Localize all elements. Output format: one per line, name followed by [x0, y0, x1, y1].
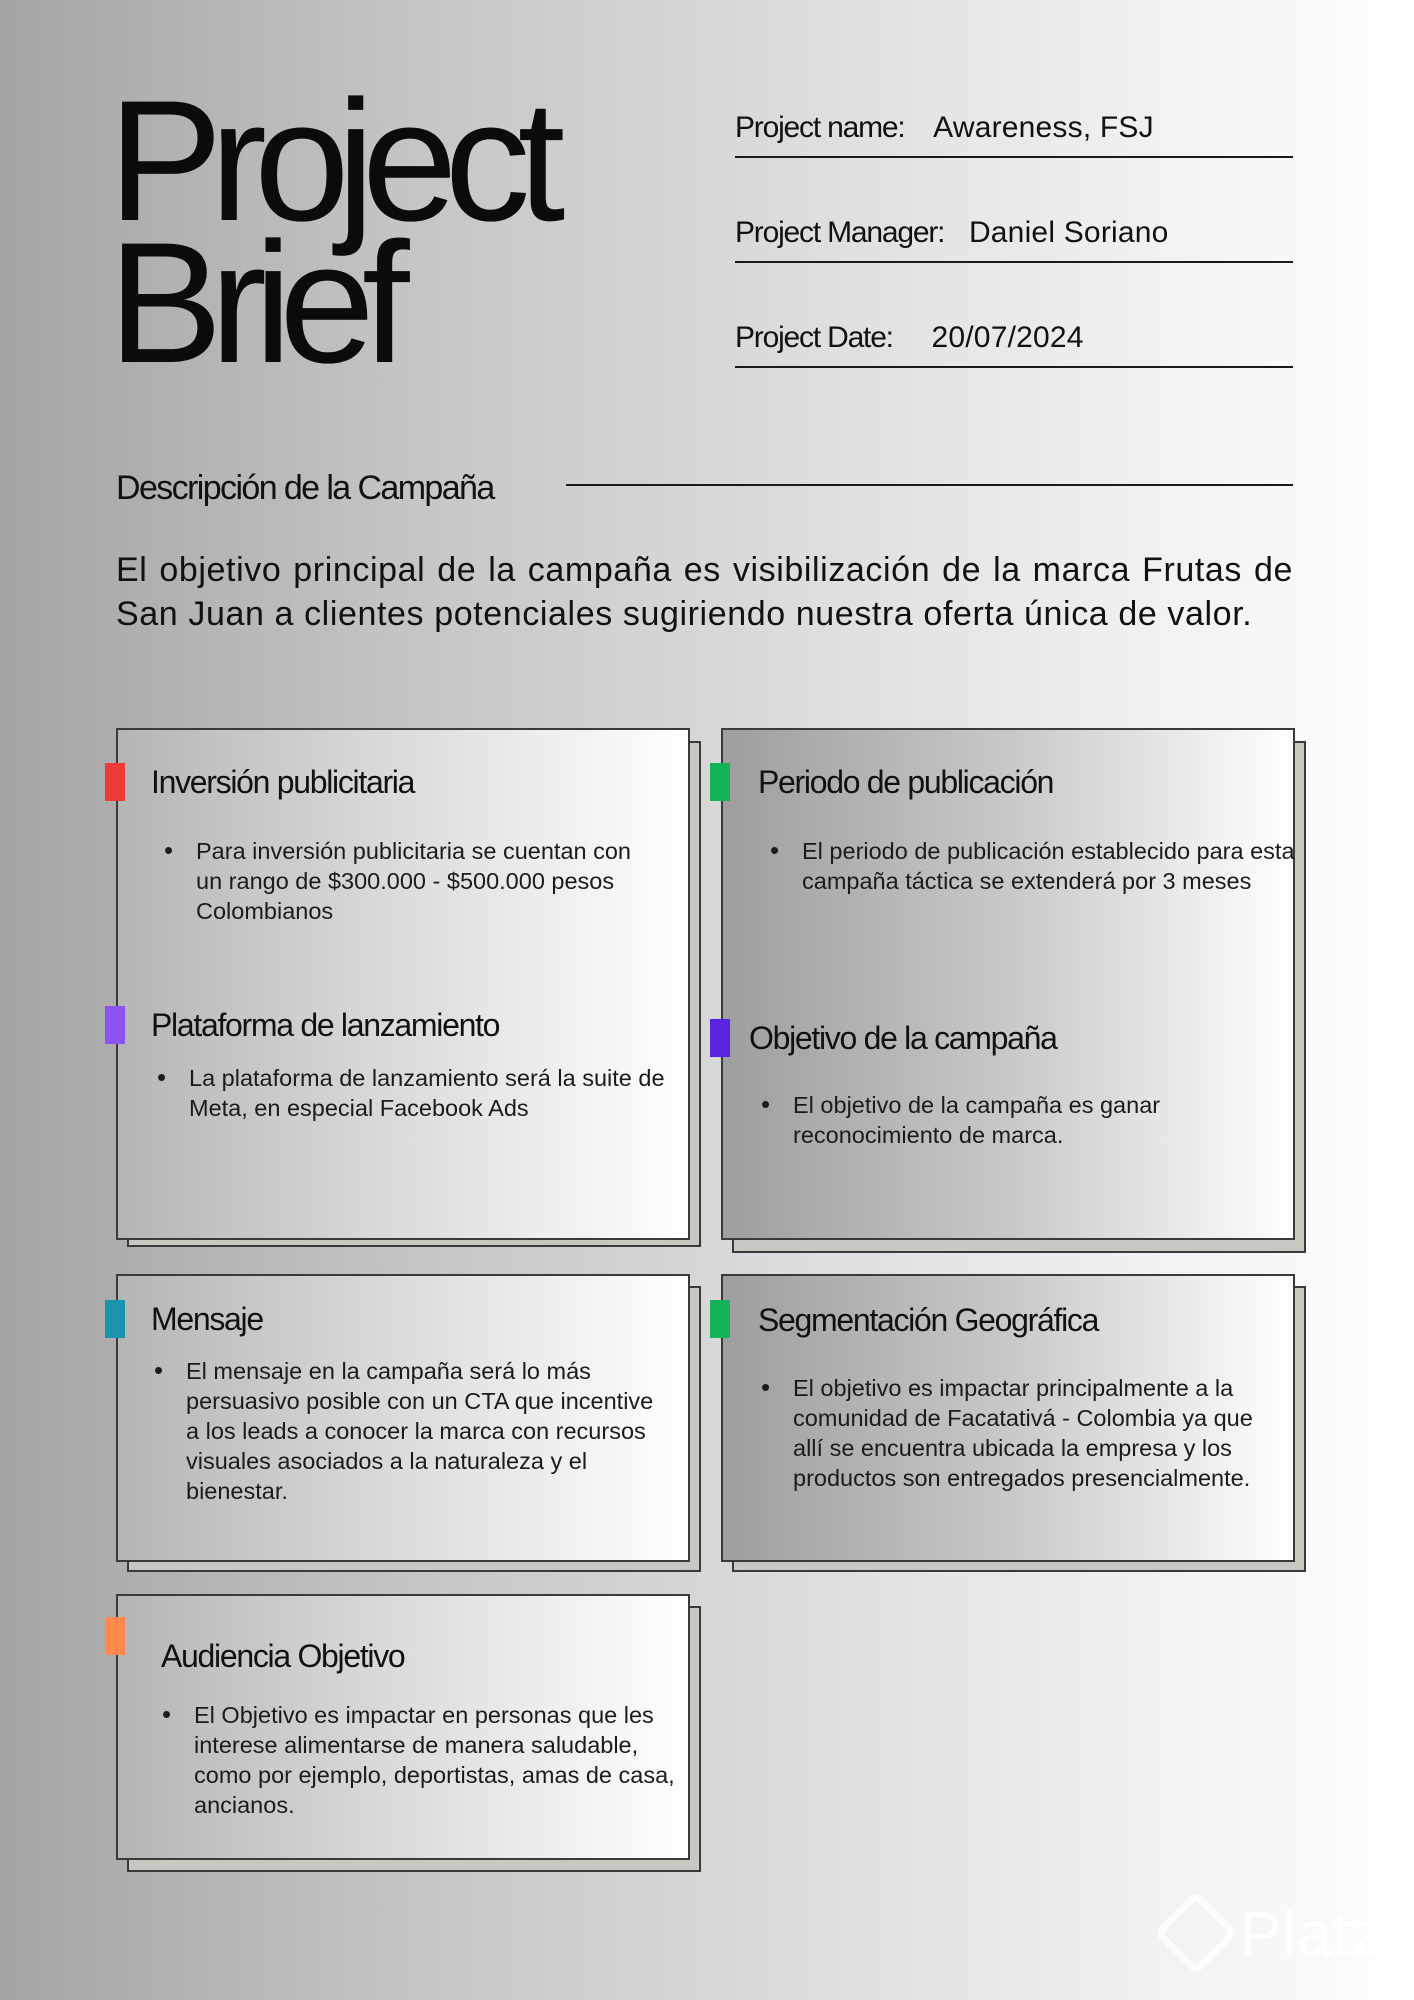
section-title-inversion: Inversión publicitaria [151, 764, 415, 800]
marker-plataforma [105, 1006, 125, 1044]
bullet-objetivo: • El objetivo de la campaña es ganar reconocimiento de marca. [755, 1090, 1223, 1150]
bullet-segmentacion: • El objetivo es impactar principalmente a la comunidad de Facatativá - Colombia ya que allí se encuentra ubicada la empresa y los productos son entregados presencialmente. [755, 1373, 1283, 1493]
description-text: El objetivo principal de la campaña es visibilización de la marca Frutas de San Juan a clientes potenciales sugiriendo nuestra oferta única de valor. [116, 551, 1293, 633]
title-line-project: Project [108, 65, 553, 257]
project-manager-label: Project Manager: [735, 216, 945, 249]
title-line-brief: Brief [108, 207, 397, 399]
description-divider [566, 484, 1293, 486]
project-manager-value: Daniel Soriano [968, 216, 1169, 249]
project-date-label: Project Date: [735, 321, 893, 354]
card-periodo-objetivo [721, 728, 1295, 1240]
project-date-value: 20/07/2024 [931, 321, 1084, 354]
section-title-objetivo: Objetivo de la campaña [749, 1020, 1057, 1056]
description-heading: Descripción de la Campaña [116, 469, 494, 507]
bullet-plataforma: • La plataforma de lanzamiento será la suite de Meta, en especial Facebook Ads [151, 1063, 689, 1123]
marker-audiencia [105, 1617, 125, 1655]
platzi-watermark: Platzi [1240, 1900, 1398, 1969]
bullet-audiencia: • El Objetivo es impactar en personas que les interese alimentarse de manera saludable, como por ejemplo, deportistas, amas de casa, ancianos. [156, 1700, 694, 1820]
page-title [108, 65, 553, 399]
marker-inversion [105, 763, 125, 801]
project-date-field [735, 318, 1293, 368]
marker-periodo [710, 763, 730, 801]
project-name-field [735, 108, 1293, 158]
bullet-inversion: • Para inversión publicitaria se cuentan con un rango de $300.000 - $500.000 pesos Colombianos [158, 836, 646, 926]
bullet-mensaje: • El mensaje en la campaña será lo más persuasivo posible con un CTA que incentive a los leads a conocer la marca con recursos visuales asociados a la naturaleza y el bienestar. [148, 1356, 666, 1506]
project-name-label: Project name: [735, 111, 905, 144]
bullet-periodo: • El periodo de publicación establecido para esta campaña táctica se extenderá por 3 meses [764, 836, 1302, 896]
section-title-audiencia: Audiencia Objetivo [161, 1638, 405, 1674]
marker-segmentacion [710, 1300, 730, 1338]
section-title-segmentacion: Segmentación Geográfica [758, 1302, 1099, 1338]
section-title-mensaje: Mensaje [151, 1301, 263, 1337]
section-title-plataforma: Plataforma de lanzamiento [151, 1007, 500, 1043]
section-title-periodo: Periodo de publicación [758, 764, 1054, 800]
marker-objetivo [710, 1019, 730, 1057]
platzi-logo-icon [1154, 1891, 1239, 1976]
card-inversion-plataforma [116, 728, 690, 1240]
project-name-value: Awareness, FSJ [933, 111, 1154, 144]
project-manager-field [735, 213, 1293, 263]
marker-mensaje [105, 1300, 125, 1338]
